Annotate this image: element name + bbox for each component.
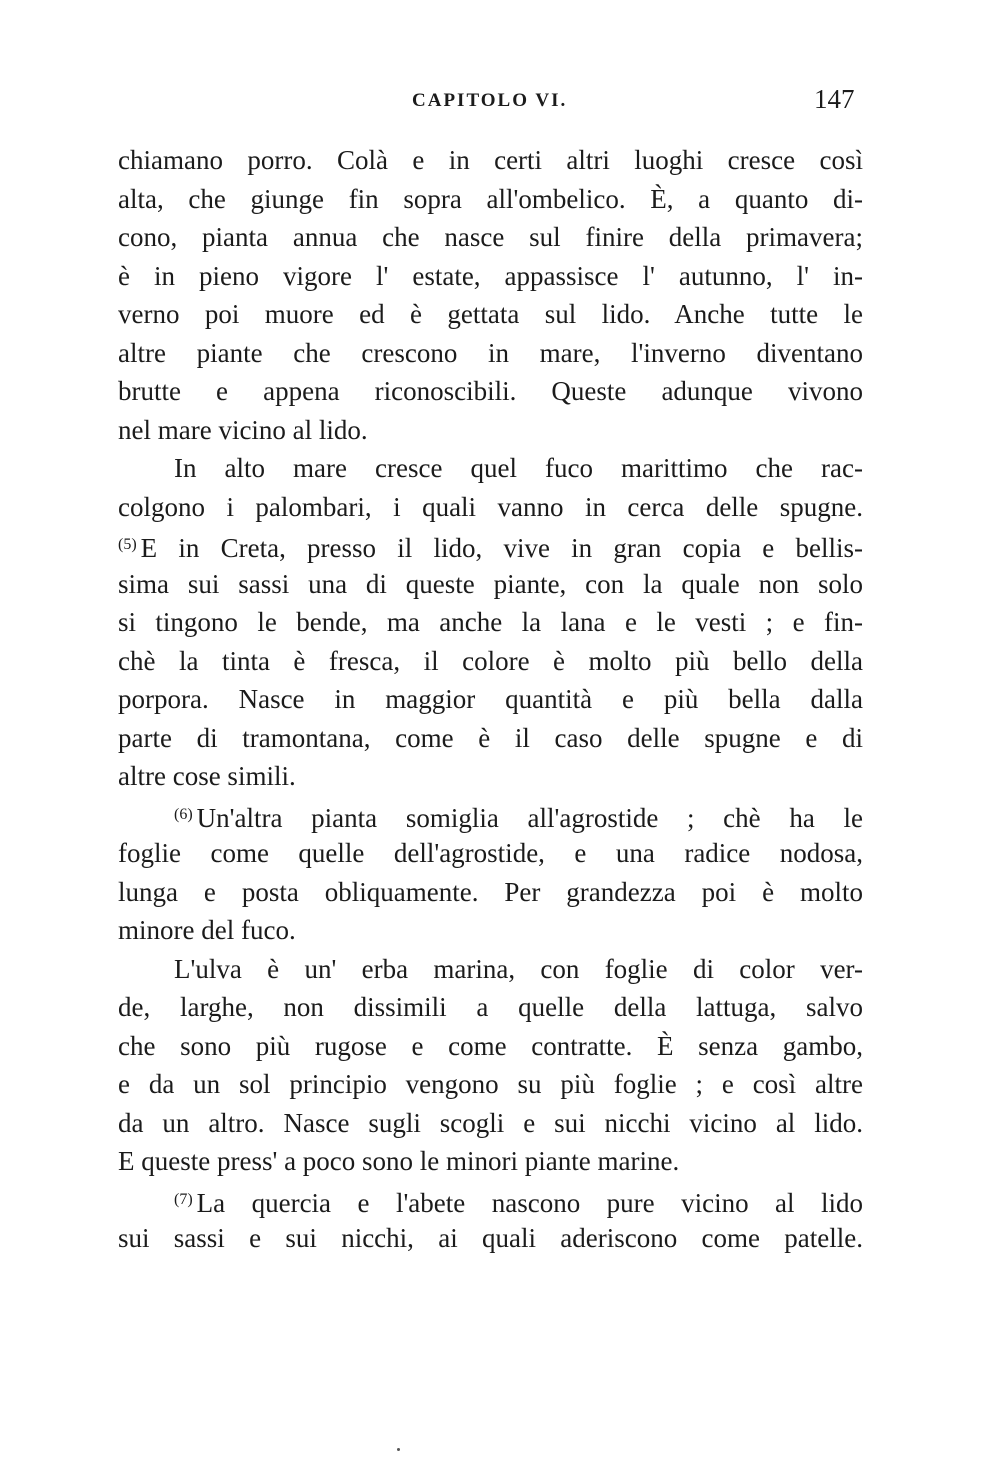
body-text [118,141,863,1258]
running-head [0,80,1000,120]
text-line: L'ulva è un' erba marina, con foglie di color ver- [174,953,863,984]
text-line: sima sui sassi una di queste piante, con la quale non solo [118,568,863,599]
text-line: nel mare vicino al lido. [118,414,368,445]
print-speck [397,1448,400,1451]
chapter-title: CAPITOLO VI. [412,90,568,111]
text-line: verno poi muore ed è gettata sul lido. Anche tutte le [118,299,863,329]
text-line: che sono più rugose e come contratte. È senza gambo, [118,1030,863,1061]
text-line: sui sassi e sui nicchi, ai quali aderiscono come patelle. [118,1223,863,1253]
text-line: da un altro. Nasce sugli scogli e sui nicchi vicino al lido. [118,1107,863,1138]
footnote-marker: (7) [174,1190,193,1208]
footnote-marker: (5) [118,536,137,553]
text-line: lunga e posta obliquamente. Per grandezza poi è molto [118,876,863,907]
text-line: alta, che giunge fin sopra all'ombelico. È, a quanto di- [118,183,863,214]
text-line: $^{(6)}$ Un'altra pianta somiglia all'agrostide ; chè ha le [174,802,863,833]
text-line: foglie come quelle dell'agrostide, e una radice nodosa, [118,838,863,868]
text-line: è in pieno vigore l' estate, appassisce l' autunno, l' in- [118,260,863,291]
text-line: altre piante che crescono in mare, l'inverno diventano [118,337,863,368]
text-line: E queste press' a poco sono le minori piante marine. [118,1146,680,1176]
text-line: cono, pianta annua che nasce sul finire della primavera; [118,222,863,252]
footnote-marker: (6) [174,805,193,823]
text-line: chiamano porro. Colà e in certi altri luoghi cresce così [118,145,863,175]
text-line: chè la tinta è fresca, il colore è molto più bello della [118,645,863,676]
text-line: In alto mare cresce quel fuco marittimo che rac- [174,453,863,483]
text-line: colgono i palombari, i quali vanno in cerca delle spugne. [118,491,863,522]
text-line: si tingono le bende, ma anche la lana e le vesti ; e fin- [118,607,863,637]
text-line: minore del fuco. [118,915,296,945]
text-line: de, larghe, non dissimili a quelle della lattuga, salvo [118,992,863,1022]
text-line: $^{(5)}$ E in Creta, presso il lido, vive in gran copia e bellis- [118,533,863,563]
text-line: altre cose simili. [118,761,296,791]
text-line: parte di tramontana, come è il caso delle spugne e di [118,722,863,753]
page-number: 147 [814,84,855,114]
text-line: $^{(7)}$ La quercia e l'abete nascono pure vicino al lido [174,1187,863,1218]
text-line: e da un sol principio vengono su più foglie ; e così altre [118,1069,863,1099]
text-line: brutte e appena riconoscibili. Queste adunque vivono [118,376,863,406]
text-line: porpora. Nasce in maggior quantità e più bella dalla [118,684,863,714]
